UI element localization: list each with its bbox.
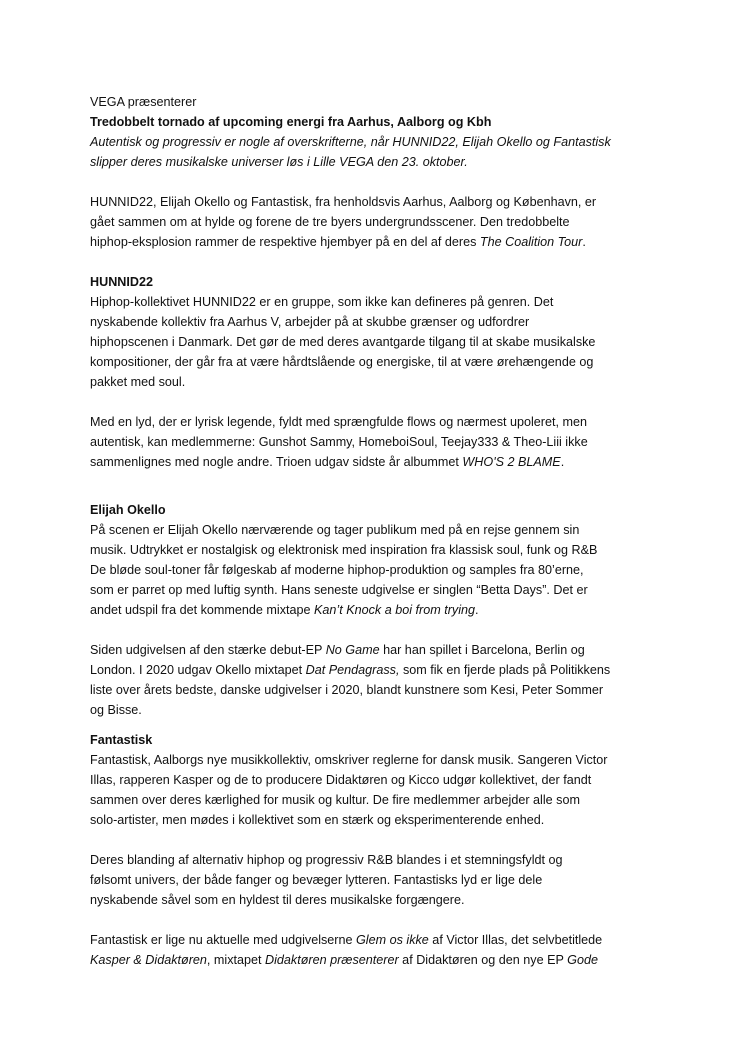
paragraph-line: sammenlignes med nogle andre. Trioen udgav sidste år albummet WHO'S 2 BLAME.	[90, 455, 565, 469]
paragraph-line: gået sammen om at hylde og forene de tre byers undergrundsscener. Den tredobbelte	[90, 215, 570, 229]
paragraph-line: sammen over deres kærlighed for musik og kultur. De fire medlemmer arbejder alle som	[90, 793, 580, 807]
intro-paragraph	[90, 192, 666, 252]
paragraph-line: liste over årets bedste, danske udgivelser i 2020, blandt kunstnere som Kesi, Peter Sommer	[90, 683, 604, 697]
paragraph-line: Fantastisk, Aalborgs nye musikkollektiv, omskriver reglerne for dansk musik. Sangeren Victor	[90, 753, 608, 767]
paragraph-line: Fantastisk er lige nu aktuelle med udgivelserne Glem os ikke af Victor Illas, det selvbetitlede	[90, 933, 603, 947]
release-title: Kasper & Didaktøren	[90, 953, 207, 967]
paragraph-line: som er parret op med luftig synth. Hans seneste udgivelse er singlen “Betta Days”. Det er	[90, 583, 588, 597]
paragraph-line: De bløde soul-toner får følgeskab af moderne hiphop-produktion og samples fra 80’erne,	[90, 563, 584, 577]
paragraph-line: følsomt univers, der både fanger og bevæger lytteren. Fantastisks lyd er lige dele	[90, 873, 543, 887]
section-heading-fantastisk: Fantastisk	[90, 733, 153, 747]
ep-title: No Game	[325, 643, 380, 657]
fantastisk-section	[90, 730, 666, 970]
paragraph-line: hiphop-eksplosion rammer de respektive hjembyer på en del af deres The Coalition Tour.	[90, 235, 586, 249]
album-title: WHO'S 2 BLAME	[462, 455, 561, 469]
intro-section	[90, 92, 666, 172]
kicker: VEGA præsenterer	[90, 95, 197, 109]
paragraph-line: autentisk, kan medlemmerne: Gunshot Sammy, HomeboiSoul, Teejay333 & Theo-Liii ikke	[90, 435, 588, 449]
paragraph-line: musik. Udtrykket er nostalgisk og elektronisk med inspiration fra klassisk soul, funk og R&B	[90, 543, 598, 557]
release-title: Didaktøren præsenterer	[265, 953, 399, 967]
paragraph-line: Hiphop-kollektivet HUNNID22 er en gruppe, som ikke kan defineres på genren. Det	[90, 295, 554, 309]
paragraph-line: Siden udgivelsen af den stærke debut-EP No Game har han spillet i Barcelona, Berlin og	[90, 643, 585, 657]
paragraph-line: og Bisse.	[90, 703, 142, 717]
release-title: Gode	[567, 953, 598, 967]
paragraph-line: HUNNID22, Elijah Okello og Fantastisk, fra henholdsvis Aarhus, Aalborg og København, er	[90, 195, 597, 209]
hunnid22-section	[90, 272, 666, 472]
paragraph-line: solo-artister, men mødes i kollektivet som en stærk og eksperimenterende enhed.	[90, 813, 545, 827]
paragraph-line: Kasper & Didaktøren, mixtapet Didaktøren præsenterer af Didaktøren og den nye EP Gode	[90, 953, 598, 967]
paragraph-line: pakket med soul.	[90, 375, 186, 389]
section-heading-hunnid22: HUNNID22	[90, 275, 153, 289]
elijah-okello-section	[90, 500, 666, 720]
paragraph-line: På scenen er Elijah Okello nærværende og tager publikum med på en rejse gennem sin	[90, 523, 580, 537]
release-title: Glem os ikke	[356, 933, 429, 947]
paragraph-line: Illas, rapperen Kasper og de to producere Didaktøren og Kicco udgør kollektivet, der fandt	[90, 773, 592, 787]
mixtape-title: Dat Pendagrass,	[305, 663, 400, 677]
paragraph-line: London. I 2020 udgav Okello mixtapet Dat Pendagrass, som fik en fjerde plads på Politikkens	[90, 663, 611, 677]
paragraph-line: kompositioner, der går fra at være hårdtslående og energiske, til at være ørehængende og	[90, 355, 594, 369]
paragraph-line: Deres blanding af alternativ hiphop og progressiv R&B blandes i et stemningsfyldt og	[90, 853, 563, 867]
lead-line-2: slipper deres musikalske universer løs i Lille VEGA den 23. oktober.	[90, 155, 468, 169]
paragraph-line: andet udspil fra det kommende mixtape Kan’t Knock a boi from trying.	[90, 603, 479, 617]
lead-line-1: Autentisk og progressiv er nogle af overskrifterne, når HUNNID22, Elijah Okello og Fantastisk	[90, 135, 611, 149]
paragraph-line: Med en lyd, der er lyrisk legende, fyldt med sprængfulde flows og nærmest upoleret, men	[90, 415, 587, 429]
headline: Tredobbelt tornado af upcoming energi fra Aarhus, Aalborg og Kbh	[90, 115, 492, 129]
paragraph-line: nyskabende kollektiv fra Aarhus V, arbejder på at skubbe grænser og udfordrer	[90, 315, 530, 329]
paragraph-line: nyskabende såvel som en hyldest til deres musikalske forgængere.	[90, 893, 465, 907]
mixtape-title: Kan’t Knock a boi from trying	[314, 603, 476, 617]
paragraph-line: hiphopscenen i Danmark. Det gør de med deres avantgarde tilgang til at skabe musikalske	[90, 335, 596, 349]
tour-title: The Coalition Tour	[479, 235, 583, 249]
section-heading-elijah-okello: Elijah Okello	[90, 503, 166, 517]
